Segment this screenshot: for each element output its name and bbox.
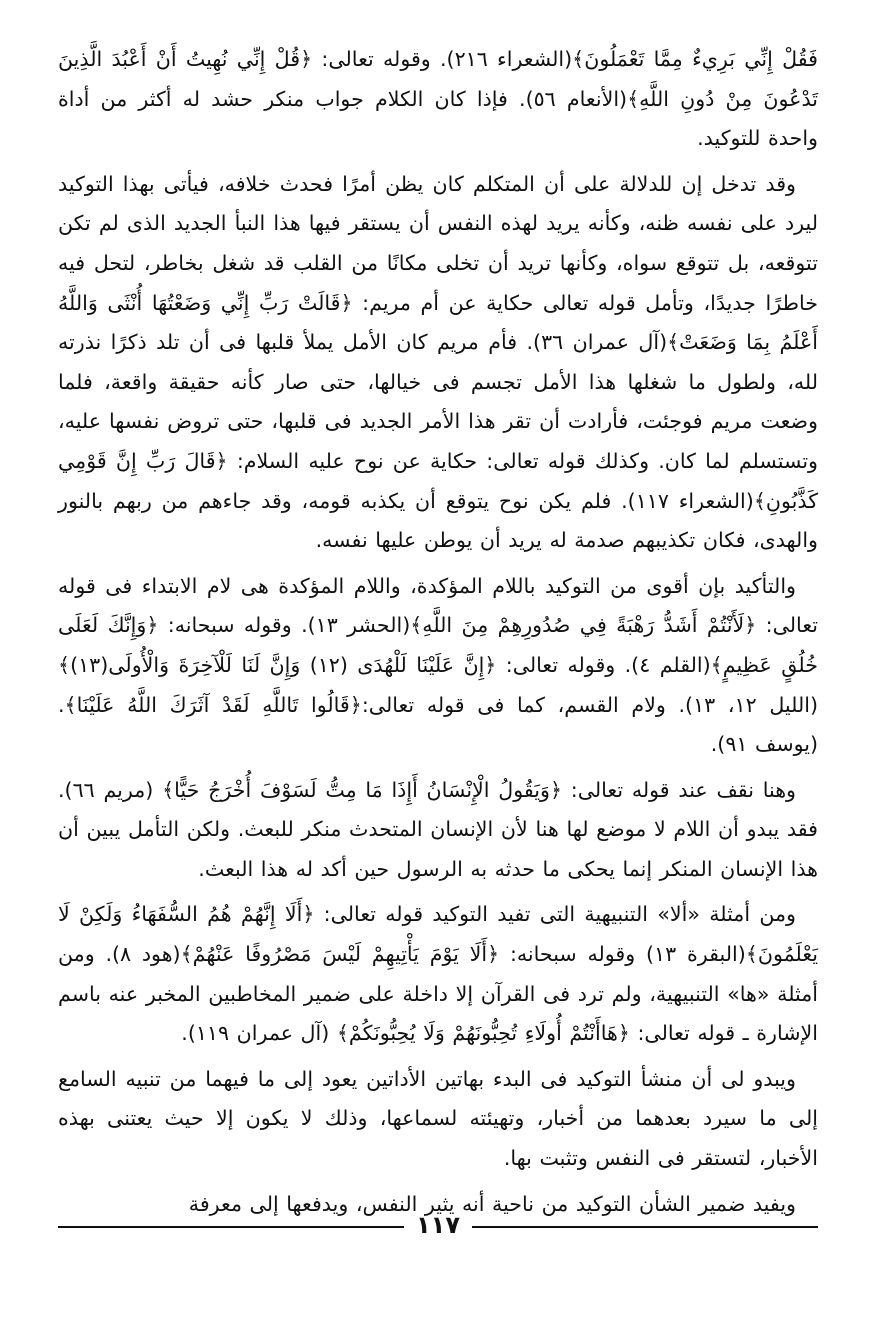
paragraph: وهنا نقف عند قوله تعالى: ﴿وَيَقُولُ الْإِنْسَانُ أَإِذَا مَا مِتُّ لَسَوْفَ أُخْرَجُ حَيًّا﴾ (مريم ٦٦). فقد يبدو أن اللام لا موضع لها هنا لأن الإنسان المتحدث منكر للبعث. ولكن التأمل يبين أن هذا الإنسان المنكر إنما يحكى ما حدثه به الرسول حين أكد له هذا البعث. <box>58 777 818 881</box>
page-body-text <box>58 40 818 1230</box>
paragraph: ويبدو لى أن منشأ التوكيد فى البدء بهاتين الأداتين يعود إلى ما فيهما من تنبيه السامع إلى ما سيرد بعدهما من أخبار، وتهيئته لسماعها، وذلك لا يكون إلا حيث يعتنى بهذه الأخبار، لتستقر فى النفس وتثبت بها. <box>58 1066 818 1171</box>
paragraph: فَقُلْ إِنِّي بَرِيءٌ مِمَّا تَعْمَلُونَ﴾(الشعراء ٢١٦). وقوله تعالى: ﴿قُلْ إِنِّي نُهِيتُ أَنْ أَعْبُدَ الَّذِينَ تَدْعُونَ مِنْ دُونِ اللَّهِ﴾(الأنعام ٥٦). فإذا كان الكلام جواب منكر حشد له أكثر من أداة واحدة للتوكيد. <box>58 47 818 151</box>
paragraph: ومن أمثلة «ألا» التنبيهية التى تفيد التوكيد قوله تعالى: ﴿أَلَا إِنَّهُمْ هُمُ السُّفَهَاءُ وَلَكِنْ لَا يَعْلَمُونَ﴾(البقرة ١٣) وقوله سبحانه: ﴿أَلَا يَوْمَ يَأْتِيهِمْ لَيْسَ مَصْرُوفًا عَنْهُمْ﴾(هود ٨). ومن أمثلة «ها» التنبيهية، ولم ترد فى القرآن إلا داخلة على ضمير المخاطبين المخبر عنه باسم الإشارة ـ قوله تعالى: ﴿هَاأَنْتُمْ أُولَاءِ تُحِبُّونَهُمْ وَلَا يُحِبُّونَكُمْ﴾ (آل عمران ١١٩). <box>58 902 818 1046</box>
paragraph: ويفيد ضمير الشأن التوكيد من ناحية أنه يثير النفس، ويدفعها إلى معرفة <box>188 1191 796 1216</box>
page-footer <box>58 1210 818 1240</box>
footer-rule-right <box>472 1226 818 1228</box>
page-number: ١١٧ <box>416 1211 460 1239</box>
paragraph: وقد تدخل إن للدلالة على أن المتكلم كان يظن أمرًا فحدث خلافه، فيأتى بهذا التوكيد ليرد على نفسه ظنه، وكأنه يريد لهذه النفس أن يستقر فيها هذا النبأ الجديد الذى لم تكن تتوقعه، بل تتوقع سواه، وكأنها تريد أن تخلى مكانًا من القلب قد شغل بخاطر، لتحل فيه خاطرًا جديدًا، وتأمل قوله تعالى حكاية عن أم مريم: ﴿قَالَتْ رَبِّ إِنِّي وَضَعْتُهَا أُنْثَى وَاللَّهُ أَعْلَمُ بِمَا وَضَعَتْ﴾(آل عمران ٣٦). فأم مريم كان الأمل يملأ قلبها فى أن تلد ذكرًا نذرته لله، ولطول ما شغلها هذا الأمل تجسم فى خيالها، حتى صار كأنه حقيقة واقعة، فلما وضعت مريم فوجئت، فأرادت أن تقر هذا الأمر الجديد فى قلبها، حتى تروض نفسها عليه، وتستسلم لما كان. وكذلك قوله تعالى: حكاية عن نوح عليه السلام: ﴿قَالَ رَبِّ إِنَّ قَوْمِي كَذَّبُونِ﴾(الشعراء ١١٧). فلم يكن نوح يتوقع أن يكذبه قومه، وقد جاءهم من ربهم بالنور والهدى، فكان تكذيبهم صدمة له يريد أن يوطن عليها نفسه. <box>58 171 819 553</box>
paragraph: والتأكيد بإن أقوى من التوكيد باللام المؤكدة، واللام المؤكدة هى لام الابتداء فى قوله تعالى: ﴿لَأَنْتُمْ أَشَدُّ رَهْبَةً فِي صُدُورِهِمْ مِنَ اللَّهِ﴾(الحشر ١٣). وقوله سبحانه: ﴿وَإِنَّكَ لَعَلَى خُلُقٍ عَظِيمٍ﴾(القلم ٤). وقوله تعالى: ﴿إِنَّ عَلَيْنَا لَلْهُدَى (١٢) وَإِنَّ لَنَا لَلْآخِرَةَ وَالْأُولَى(١٣)﴾(الليل ١٢، ١٣). ولام القسم، كما فى قوله تعالى:﴿قَالُوا تَاللَّهِ لَقَدْ آثَرَكَ اللَّهُ عَلَيْنَا﴾. (يوسف ٩١). <box>58 573 818 757</box>
footer-rule-left <box>58 1226 404 1228</box>
